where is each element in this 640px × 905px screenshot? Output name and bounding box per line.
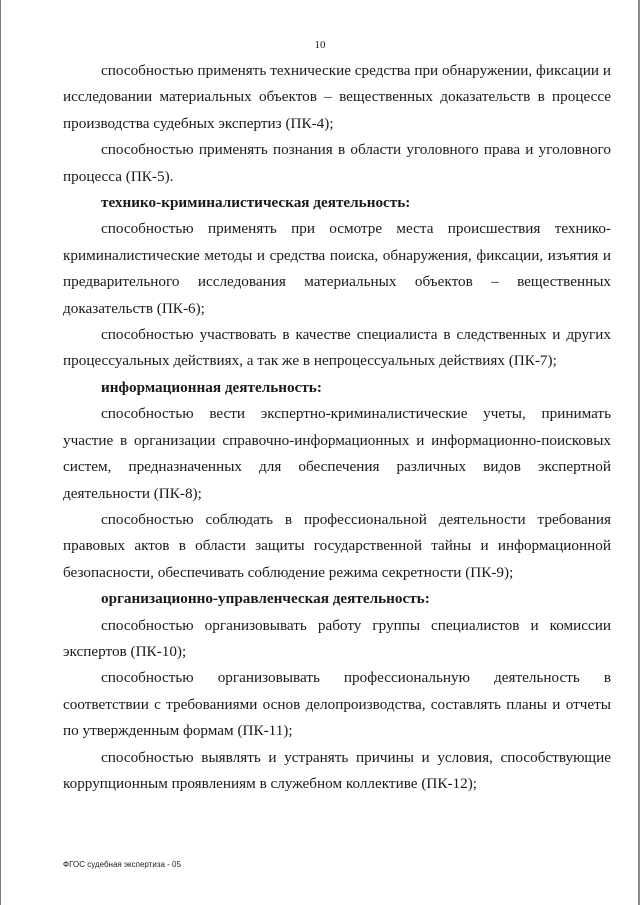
paragraph-pk4: способностью применять технические средства при обнаружении, фиксации и исследовании материальных объектов – вещественных доказательств в процессе производства судебных экспертиз (ПК-4); [63,62,611,132]
page-footer: ФГОС судебная экспертиза - 05 [63,860,181,869]
document-body [63,58,611,797]
paragraph-pk11: способностью организовывать профессиональную деятельность в соответствии с требованиями основ делопроизводства, составлять планы и отчеты по утвержденным формам (ПК-11); [63,669,611,740]
paragraph-pk10: способностью организовывать работу группы специалистов и комиссии экспертов (ПК-10); [63,616,611,660]
page-number: 10 [314,39,326,51]
paragraph-pk12: способностью выявлять и устранять причины и условия, способствующие коррупционным проявлениям в служебном коллективе (ПК-12); [63,748,611,792]
paragraph-pk7: способностью участвовать в качестве специалиста в следственных и других процессуальных действиях, а так же в непроцессуальных действиях (ПК-7); [63,326,611,370]
section-heading-organizational: организационно-управленческая деятельность: [101,590,430,608]
paragraph-pk5: способностью применять познания в области уголовного права и уголовного процесса (ПК-5). [63,141,611,185]
section-heading-technical-forensic: технико-криминалистическая деятельность: [101,194,411,212]
section-heading-information: информационная деятельность: [101,378,322,396]
scan-left-edge [0,0,1,905]
paragraph-pk9: способностью соблюдать в профессиональной деятельности требования правовых актов в области защиты государственной тайны и информационной безопасности, обеспечивать соблюдение режима секретности (ПК-9); [63,510,611,581]
paragraph-pk6: способностью применять при осмотре места происшествия технико-криминалистические методы и средства поиска, обнаружения, фиксации, изъятия и предварительного исследования материальных объектов – вещественных доказательств (ПК-6); [63,220,611,317]
paragraph-pk8: способностью вести экспертно-криминалистические учеты, принимать участие в организации справочно-информационных и информационно-поисковых систем, предназначенных для обеспечения различных видов экспертной деятельности (ПК-8); [63,405,611,502]
